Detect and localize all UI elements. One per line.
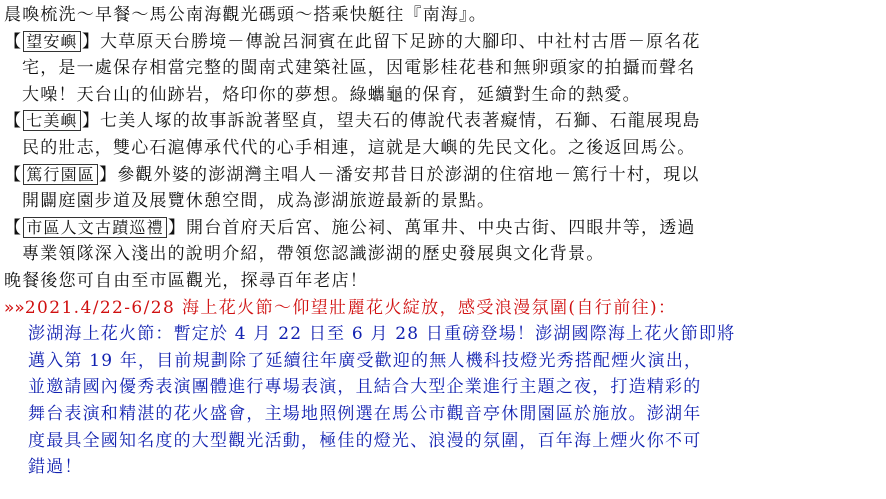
section-name: 七美嶼 — [23, 110, 81, 131]
section-qimei — [4, 108, 882, 161]
section-first-line — [4, 215, 882, 242]
festival-text-line: 錯過！ — [28, 457, 83, 478]
festival-text-line: 舞台表演和精湛的花火盛會，主場地照例選在馬公市觀音亭休閒園區於施放。澎湖年 — [28, 403, 702, 424]
festival-text-line: 並邀請國內優秀表演團體進行專場表演，且結合大型企業進行主題之夜，打造精彩的 — [28, 377, 702, 398]
section-name: 望安嶼 — [23, 31, 81, 52]
section-first-line — [4, 108, 882, 135]
double-arrow-icon: »» — [4, 297, 25, 318]
itinerary-document — [4, 2, 882, 481]
festival-text-line: 澎湖海上花火節：暫定於 4 月 22 日至 6 月 28 日重磅登場！澎湖國際海上花火節即將 — [28, 324, 736, 345]
section-wangan — [4, 29, 882, 109]
evening-line: 晚餐後您可自由至市區觀光，探尋百年老店！ — [4, 270, 368, 291]
section-text: 七美人塚的故事訴說著堅貞，望夫石的傳說代表著癡情，石獅、石龍展現島 — [100, 111, 701, 132]
section-text: 大草原天台勝境－傳說呂洞賓在此留下足跡的大腳印、中社村古厝－原名花 — [100, 31, 701, 52]
festival-text-line: 度最具全國知名度的大型觀光活動，極佳的燈光、浪漫的氛圍，百年海上煙火你不可 — [28, 430, 702, 451]
festival-text-line: 邁入第 19 年，目前規劃除了延續往年廣受歡迎的無人機科技燈光秀搭配煙火演出， — [28, 350, 703, 371]
section-text: 參觀外婆的澎湖灣主唱人－潘安邦昔日於澎湖的住宿地－篤行十村，現以 — [117, 164, 700, 185]
section-first-line — [4, 29, 882, 56]
section-label: 【 望安嶼 】 — [4, 31, 101, 52]
section-city-heritage — [4, 215, 882, 268]
section-label: 【 篤行園區 】 — [4, 164, 118, 185]
section-text-line: 專業領隊深入淺出的說明介紹，帶領您認識澎湖的歷史發展與文化背景。 — [22, 244, 605, 265]
section-text-line: 大噪！天台山的仙跡岩，烙印你的夢想。綠蠵龜的保育，延續對生命的熱愛。 — [22, 84, 641, 105]
festival-description — [4, 321, 882, 481]
intro-line: 晨喚梳洗～早餐～馬公南海觀光碼頭～搭乘快艇往『南海』。 — [4, 5, 487, 25]
section-label: 【 七美嶼 】 — [4, 111, 101, 132]
section-text-line: 開闢庭園步道及展覽休憩空間，成為澎湖旅遊最新的景點。 — [22, 191, 496, 212]
section-name: 市區人文古蹟巡禮 — [23, 217, 167, 238]
festival-title-line — [4, 295, 882, 322]
section-duxing — [4, 162, 882, 215]
section-text: 開台首府天后宮、施公祠、萬軍井、中央古街、四眼井等，透過 — [186, 217, 696, 238]
section-name: 篤行園區 — [23, 164, 98, 185]
festival-title: 2021.4/22-6/28 海上花火節～仰望壯麗花火綻放，感受浪漫氛圍(自行前往)： — [24, 297, 677, 318]
section-first-line — [4, 162, 882, 189]
section-text-line: 宅，是一處保存相當完整的閩南式建築社區，因電影桂花巷和無卵頭家的拍攝而聲名 — [22, 58, 696, 79]
section-text-line: 民的壯志，雙心石滬傳承代代的心手相連，這就是大嶼的先民文化。之後返回馬公。 — [22, 137, 696, 158]
section-label: 【 市區人文古蹟巡禮 】 — [4, 217, 187, 238]
